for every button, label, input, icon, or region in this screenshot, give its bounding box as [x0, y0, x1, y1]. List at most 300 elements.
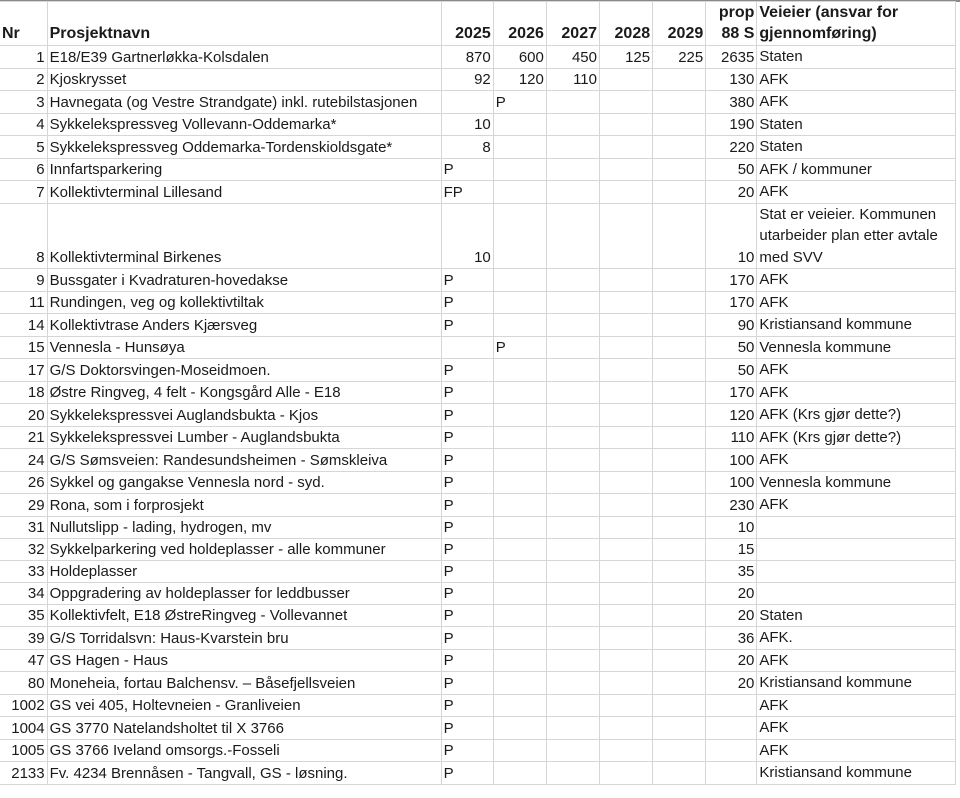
- cell-road-owner[interactable]: Kristiansand kommune: [757, 672, 956, 695]
- cell-road-owner[interactable]: Vennesla kommune: [757, 471, 956, 494]
- cell-2025[interactable]: P: [441, 582, 493, 604]
- cell-2029[interactable]: [653, 68, 706, 91]
- cell-2027[interactable]: [546, 136, 599, 159]
- cell-2029[interactable]: [653, 694, 706, 717]
- cell-2025[interactable]: 8: [441, 136, 493, 159]
- cell-2028[interactable]: [600, 762, 653, 785]
- cell-2027[interactable]: [546, 91, 599, 114]
- cell-2028[interactable]: [600, 538, 653, 560]
- cell-2029[interactable]: [653, 404, 706, 427]
- cell-2027[interactable]: [546, 314, 599, 337]
- header-project-name[interactable]: Prosjektnavn: [47, 2, 441, 46]
- cell-2025[interactable]: P: [441, 359, 493, 382]
- cell-2029[interactable]: [653, 113, 706, 136]
- cell-project-name[interactable]: Havnegata (og Vestre Strandgate) inkl. rutebilstasjonen: [47, 91, 441, 114]
- cell-prop-88s[interactable]: 170: [706, 269, 757, 292]
- cell-prop-88s[interactable]: 120: [706, 404, 757, 427]
- cell-project-name[interactable]: Kollektivterminal Lillesand: [47, 181, 441, 204]
- cell-2025[interactable]: 10: [441, 113, 493, 136]
- cell-2026[interactable]: [493, 291, 546, 314]
- cell-2026[interactable]: [493, 158, 546, 181]
- cell-prop-88s[interactable]: 190: [706, 113, 757, 136]
- cell-2027[interactable]: [546, 739, 599, 762]
- cell-2027[interactable]: [546, 336, 599, 359]
- cell-project-name[interactable]: Sykkelekspressveg Oddemarka-Tordenskioldsgate*: [47, 136, 441, 159]
- cell-road-owner[interactable]: AFK: [757, 649, 956, 672]
- cell-2028[interactable]: [600, 68, 653, 91]
- cell-2029[interactable]: [653, 449, 706, 472]
- cell-2025[interactable]: P: [441, 269, 493, 292]
- header-2025[interactable]: 2025: [441, 2, 493, 46]
- cell-2025[interactable]: P: [441, 604, 493, 627]
- cell-nr[interactable]: 4: [0, 113, 47, 136]
- cell-2026[interactable]: [493, 136, 546, 159]
- cell-2027[interactable]: [546, 291, 599, 314]
- cell-nr[interactable]: 2133: [0, 762, 47, 785]
- cell-project-name[interactable]: GS 3770 Natelandsholtet til X 3766: [47, 717, 441, 740]
- cell-prop-88s[interactable]: 20: [706, 672, 757, 695]
- cell-road-owner[interactable]: Staten: [757, 136, 956, 159]
- cell-prop-88s[interactable]: 10: [706, 516, 757, 538]
- cell-project-name[interactable]: E18/E39 Gartnerløkka-Kolsdalen: [47, 46, 441, 69]
- cell-road-owner[interactable]: AFK: [757, 359, 956, 382]
- cell-2026[interactable]: P: [493, 91, 546, 114]
- cell-2025[interactable]: P: [441, 381, 493, 404]
- cell-2026[interactable]: [493, 717, 546, 740]
- cell-2028[interactable]: [600, 627, 653, 650]
- cell-nr[interactable]: 34: [0, 582, 47, 604]
- cell-2029[interactable]: [653, 538, 706, 560]
- cell-nr[interactable]: 2: [0, 68, 47, 91]
- cell-2027[interactable]: [546, 494, 599, 517]
- cell-2026[interactable]: [493, 314, 546, 337]
- cell-2025[interactable]: P: [441, 449, 493, 472]
- cell-road-owner[interactable]: AFK: [757, 291, 956, 314]
- cell-prop-88s[interactable]: [706, 739, 757, 762]
- cell-prop-88s[interactable]: 130: [706, 68, 757, 91]
- table-row: [0, 694, 956, 717]
- cell-2025[interactable]: P: [441, 158, 493, 181]
- cell-project-name[interactable]: Vennesla - Hunsøya: [47, 336, 441, 359]
- table-row: [0, 627, 956, 650]
- cell-nr[interactable]: 33: [0, 560, 47, 582]
- cell-2027[interactable]: [546, 158, 599, 181]
- table-row: [0, 604, 956, 627]
- cell-2028[interactable]: [600, 560, 653, 582]
- cell-prop-88s[interactable]: 35: [706, 560, 757, 582]
- cell-2028[interactable]: [600, 314, 653, 337]
- cell-2028[interactable]: [600, 717, 653, 740]
- cell-road-owner[interactable]: AFK: [757, 181, 956, 204]
- cell-2028[interactable]: [600, 359, 653, 382]
- cell-road-owner[interactable]: AFK: [757, 91, 956, 114]
- cell-2025[interactable]: P: [441, 516, 493, 538]
- table-row: [0, 158, 956, 181]
- cell-nr[interactable]: 80: [0, 672, 47, 695]
- cell-prop-88s[interactable]: 20: [706, 604, 757, 627]
- cell-2026[interactable]: 120: [493, 68, 546, 91]
- cell-nr[interactable]: 3: [0, 91, 47, 114]
- cell-prop-88s[interactable]: [706, 762, 757, 785]
- cell-2027[interactable]: [546, 471, 599, 494]
- table-row: [0, 203, 956, 269]
- cell-road-owner[interactable]: AFK: [757, 68, 956, 91]
- cell-prop-88s[interactable]: 20: [706, 181, 757, 204]
- cell-2027[interactable]: [546, 582, 599, 604]
- cell-nr[interactable]: 31: [0, 516, 47, 538]
- cell-2028[interactable]: [600, 604, 653, 627]
- cell-2025[interactable]: P: [441, 717, 493, 740]
- cell-road-owner[interactable]: Kristiansand kommune: [757, 314, 956, 337]
- cell-2028[interactable]: [600, 269, 653, 292]
- cell-nr[interactable]: 26: [0, 471, 47, 494]
- cell-2025[interactable]: FP: [441, 181, 493, 204]
- cell-road-owner[interactable]: AFK: [757, 717, 956, 740]
- cell-project-name[interactable]: Kollektivtrase Anders Kjærsveg: [47, 314, 441, 337]
- cell-2025[interactable]: P: [441, 404, 493, 427]
- table-row: [0, 359, 956, 382]
- cell-2029[interactable]: [653, 314, 706, 337]
- cell-nr[interactable]: 35: [0, 604, 47, 627]
- cell-nr[interactable]: 21: [0, 426, 47, 449]
- cell-2029[interactable]: [653, 516, 706, 538]
- cell-2025[interactable]: 10: [441, 203, 493, 269]
- cell-2025[interactable]: P: [441, 649, 493, 672]
- cell-2026[interactable]: [493, 582, 546, 604]
- cell-2028[interactable]: 125: [600, 46, 653, 69]
- cell-2025[interactable]: P: [441, 494, 493, 517]
- cell-2029[interactable]: [653, 582, 706, 604]
- cell-2027[interactable]: [546, 672, 599, 695]
- header-nr[interactable]: Nr: [0, 2, 47, 46]
- cell-road-owner[interactable]: AFK: [757, 269, 956, 292]
- cell-road-owner[interactable]: AFK: [757, 739, 956, 762]
- cell-project-name[interactable]: G/S Sømsveien: Randesundsheimen - Sømskleiva: [47, 449, 441, 472]
- cell-2029[interactable]: [653, 560, 706, 582]
- cell-project-name[interactable]: GS 3766 Iveland omsorgs.-Fosseli: [47, 739, 441, 762]
- cell-2029[interactable]: [653, 158, 706, 181]
- cell-2027[interactable]: [546, 604, 599, 627]
- cell-nr[interactable]: 32: [0, 538, 47, 560]
- cell-2025[interactable]: P: [441, 314, 493, 337]
- cell-2025[interactable]: 92: [441, 68, 493, 91]
- cell-2026[interactable]: [493, 113, 546, 136]
- cell-nr[interactable]: 17: [0, 359, 47, 382]
- cell-prop-88s[interactable]: 110: [706, 426, 757, 449]
- cell-2028[interactable]: [600, 291, 653, 314]
- cell-prop-88s[interactable]: 100: [706, 471, 757, 494]
- cell-project-name[interactable]: GS vei 405, Holtevneien - Granliveien: [47, 694, 441, 717]
- cell-road-owner[interactable]: AFK: [757, 449, 956, 472]
- cell-2026[interactable]: [493, 627, 546, 650]
- header-2026[interactable]: 2026: [493, 2, 546, 46]
- cell-2028[interactable]: [600, 336, 653, 359]
- cell-2026[interactable]: [493, 762, 546, 785]
- cell-2027[interactable]: [546, 113, 599, 136]
- cell-2029[interactable]: [653, 739, 706, 762]
- table-row: [0, 136, 956, 159]
- cell-2028[interactable]: [600, 649, 653, 672]
- cell-nr[interactable]: 14: [0, 314, 47, 337]
- cell-2027[interactable]: [546, 649, 599, 672]
- cell-prop-88s[interactable]: 50: [706, 336, 757, 359]
- cell-road-owner[interactable]: AFK: [757, 381, 956, 404]
- cell-road-owner[interactable]: AFK: [757, 494, 956, 517]
- cell-2028[interactable]: [600, 739, 653, 762]
- cell-project-name[interactable]: Fv. 4234 Brennåsen - Tangvall, GS - løsning.: [47, 762, 441, 785]
- cell-2029[interactable]: [653, 336, 706, 359]
- cell-2025[interactable]: 870: [441, 46, 493, 69]
- cell-prop-88s[interactable]: 220: [706, 136, 757, 159]
- cell-2029[interactable]: [653, 672, 706, 695]
- cell-nr[interactable]: 47: [0, 649, 47, 672]
- header-2027[interactable]: 2027: [546, 2, 599, 46]
- cell-prop-88s[interactable]: 170: [706, 291, 757, 314]
- cell-project-name[interactable]: G/S Doktorsvingen-Moseidmoen.: [47, 359, 441, 382]
- cell-project-name[interactable]: Sykkel og gangakse Vennesla nord - syd.: [47, 471, 441, 494]
- cell-project-name[interactable]: Moneheia, fortau Balchensv. – Båsefjellsveien: [47, 672, 441, 695]
- cell-2026[interactable]: [493, 269, 546, 292]
- cell-project-name[interactable]: GS Hagen - Haus: [47, 649, 441, 672]
- cell-2027[interactable]: [546, 538, 599, 560]
- table-row: [0, 91, 956, 114]
- cell-project-name[interactable]: Bussgater i Kvadraturen-hovedakse: [47, 269, 441, 292]
- cell-2027[interactable]: [546, 181, 599, 204]
- cell-2028[interactable]: [600, 158, 653, 181]
- cell-road-owner[interactable]: AFK (Krs gjør dette?): [757, 404, 956, 427]
- cell-2026[interactable]: [493, 649, 546, 672]
- cell-2029[interactable]: [653, 136, 706, 159]
- cell-2028[interactable]: [600, 672, 653, 695]
- cell-project-name[interactable]: Sykkelekspressvei Lumber - Auglandsbukta: [47, 426, 441, 449]
- cell-2028[interactable]: [600, 181, 653, 204]
- cell-2028[interactable]: [600, 91, 653, 114]
- cell-2029[interactable]: [653, 91, 706, 114]
- cell-2026[interactable]: [493, 359, 546, 382]
- cell-nr[interactable]: 1: [0, 46, 47, 69]
- cell-project-name[interactable]: Innfartsparkering: [47, 158, 441, 181]
- cell-2029[interactable]: [653, 649, 706, 672]
- header-road-owner[interactable]: Veieier (ansvar for gjennomføring): [757, 2, 956, 46]
- cell-2029[interactable]: [653, 494, 706, 517]
- cell-project-name[interactable]: Kjoskrysset: [47, 68, 441, 91]
- cell-2028[interactable]: [600, 113, 653, 136]
- cell-2026[interactable]: [493, 604, 546, 627]
- cell-2026[interactable]: [493, 516, 546, 538]
- cell-road-owner[interactable]: Kristiansand kommune: [757, 762, 956, 785]
- cell-2028[interactable]: [600, 381, 653, 404]
- cell-2028[interactable]: [600, 136, 653, 159]
- cell-prop-88s[interactable]: 20: [706, 649, 757, 672]
- cell-road-owner[interactable]: Vennesla kommune: [757, 336, 956, 359]
- cell-prop-88s[interactable]: 90: [706, 314, 757, 337]
- cell-project-name[interactable]: Sykkelekspressvei Auglandsbukta - Kjos: [47, 404, 441, 427]
- cell-nr[interactable]: 1004: [0, 717, 47, 740]
- cell-prop-88s[interactable]: 10: [706, 203, 757, 269]
- cell-road-owner[interactable]: [757, 516, 956, 538]
- cell-project-name[interactable]: Sykkelparkering ved holdeplasser - alle kommuner: [47, 538, 441, 560]
- cell-project-name[interactable]: Sykkelekspressveg Vollevann-Oddemarka*: [47, 113, 441, 136]
- cell-project-name[interactable]: Oppgradering av holdeplasser for leddbusser: [47, 582, 441, 604]
- cell-2026[interactable]: [493, 494, 546, 517]
- cell-road-owner[interactable]: AFK: [757, 694, 956, 717]
- cell-2026[interactable]: [493, 404, 546, 427]
- cell-2028[interactable]: [600, 404, 653, 427]
- cell-2029[interactable]: [653, 762, 706, 785]
- cell-2028[interactable]: [600, 516, 653, 538]
- cell-nr[interactable]: 1002: [0, 694, 47, 717]
- cell-2028[interactable]: [600, 426, 653, 449]
- cell-project-name[interactable]: Østre Ringveg, 4 felt - Kongsgård Alle - E18: [47, 381, 441, 404]
- cell-road-owner[interactable]: Staten: [757, 604, 956, 627]
- cell-2029[interactable]: [653, 203, 706, 269]
- cell-prop-88s[interactable]: [706, 717, 757, 740]
- cell-road-owner[interactable]: [757, 560, 956, 582]
- cell-2027[interactable]: [546, 203, 599, 269]
- cell-2025[interactable]: P: [441, 426, 493, 449]
- cell-2025[interactable]: P: [441, 471, 493, 494]
- cell-nr[interactable]: 11: [0, 291, 47, 314]
- cell-2026[interactable]: P: [493, 336, 546, 359]
- cell-2028[interactable]: [600, 694, 653, 717]
- cell-2027[interactable]: [546, 404, 599, 427]
- cell-2029[interactable]: [653, 381, 706, 404]
- cell-2029[interactable]: [653, 471, 706, 494]
- cell-road-owner[interactable]: [757, 538, 956, 560]
- cell-project-name[interactable]: Rundingen, veg og kollektivtiltak: [47, 291, 441, 314]
- table-row: [0, 582, 956, 604]
- cell-2026[interactable]: [493, 471, 546, 494]
- cell-2025[interactable]: P: [441, 560, 493, 582]
- cell-2028[interactable]: [600, 582, 653, 604]
- cell-2025[interactable]: [441, 336, 493, 359]
- cell-2029[interactable]: [653, 269, 706, 292]
- header-2028[interactable]: 2028: [600, 2, 653, 46]
- cell-nr[interactable]: 39: [0, 627, 47, 650]
- cell-nr[interactable]: 5: [0, 136, 47, 159]
- cell-2025[interactable]: P: [441, 538, 493, 560]
- cell-2029[interactable]: [653, 291, 706, 314]
- table-row: [0, 68, 956, 91]
- cell-2027[interactable]: 110: [546, 68, 599, 91]
- cell-2029[interactable]: 225: [653, 46, 706, 69]
- cell-2027[interactable]: [546, 560, 599, 582]
- cell-project-name[interactable]: Holdeplasser: [47, 560, 441, 582]
- cell-prop-88s[interactable]: 15: [706, 538, 757, 560]
- cell-2028[interactable]: [600, 494, 653, 517]
- cell-2029[interactable]: [653, 604, 706, 627]
- cell-project-name[interactable]: Nullutslipp - lading, hydrogen, mv: [47, 516, 441, 538]
- cell-2027[interactable]: [546, 516, 599, 538]
- cell-2025[interactable]: P: [441, 739, 493, 762]
- cell-prop-88s[interactable]: 100: [706, 449, 757, 472]
- cell-prop-88s[interactable]: 50: [706, 158, 757, 181]
- cell-2029[interactable]: [653, 717, 706, 740]
- cell-2025[interactable]: [441, 91, 493, 114]
- cell-prop-88s[interactable]: 36: [706, 627, 757, 650]
- cell-project-name[interactable]: Kollektivfelt, E18 ØstreRingveg - Vollevannet: [47, 604, 441, 627]
- cell-2027[interactable]: [546, 762, 599, 785]
- cell-2026[interactable]: [493, 181, 546, 204]
- cell-2029[interactable]: [653, 181, 706, 204]
- cell-2027[interactable]: [546, 381, 599, 404]
- cell-2026[interactable]: [493, 426, 546, 449]
- cell-2027[interactable]: [546, 449, 599, 472]
- cell-2026[interactable]: [493, 538, 546, 560]
- cell-road-owner[interactable]: AFK.: [757, 627, 956, 650]
- cell-2027[interactable]: [546, 426, 599, 449]
- cell-road-owner[interactable]: AFK (Krs gjør dette?): [757, 426, 956, 449]
- cell-2025[interactable]: P: [441, 762, 493, 785]
- cell-prop-88s[interactable]: 380: [706, 91, 757, 114]
- table-row: [0, 426, 956, 449]
- cell-2026[interactable]: [493, 739, 546, 762]
- cell-nr[interactable]: 8: [0, 203, 47, 269]
- cell-2025[interactable]: P: [441, 291, 493, 314]
- cell-2027[interactable]: [546, 694, 599, 717]
- cell-2028[interactable]: [600, 471, 653, 494]
- cell-2028[interactable]: [600, 449, 653, 472]
- cell-prop-88s[interactable]: 230: [706, 494, 757, 517]
- cell-nr[interactable]: 1005: [0, 739, 47, 762]
- cell-prop-88s[interactable]: 50: [706, 359, 757, 382]
- cell-nr[interactable]: 20: [0, 404, 47, 427]
- cell-2027[interactable]: [546, 359, 599, 382]
- cell-nr[interactable]: 29: [0, 494, 47, 517]
- cell-road-owner[interactable]: AFK / kommuner: [757, 158, 956, 181]
- cell-road-owner[interactable]: Staten: [757, 46, 956, 69]
- cell-nr[interactable]: 24: [0, 449, 47, 472]
- table-body: [0, 46, 956, 785]
- cell-prop-88s[interactable]: [706, 694, 757, 717]
- header-prop-88s[interactable]: prop 88 S: [706, 2, 757, 46]
- cell-nr[interactable]: 7: [0, 181, 47, 204]
- cell-2029[interactable]: [653, 627, 706, 650]
- cell-2026[interactable]: [493, 560, 546, 582]
- cell-prop-88s[interactable]: 2635: [706, 46, 757, 69]
- cell-2027[interactable]: [546, 627, 599, 650]
- cell-2025[interactable]: P: [441, 672, 493, 695]
- cell-2027[interactable]: [546, 717, 599, 740]
- cell-nr[interactable]: 6: [0, 158, 47, 181]
- cell-2026[interactable]: [493, 694, 546, 717]
- cell-2025[interactable]: P: [441, 627, 493, 650]
- cell-2026[interactable]: 600: [493, 46, 546, 69]
- cell-2025[interactable]: P: [441, 694, 493, 717]
- cell-road-owner[interactable]: Staten: [757, 113, 956, 136]
- cell-2026[interactable]: [493, 381, 546, 404]
- cell-2028[interactable]: [600, 203, 653, 269]
- header-2029[interactable]: 2029: [653, 2, 706, 46]
- cell-2029[interactable]: [653, 426, 706, 449]
- cell-road-owner[interactable]: Stat er veieier. Kommunen utarbeider plan etter avtale med SVV: [757, 203, 956, 269]
- cell-prop-88s[interactable]: 170: [706, 381, 757, 404]
- cell-road-owner[interactable]: [757, 582, 956, 604]
- cell-2026[interactable]: [493, 203, 546, 269]
- cell-2026[interactable]: [493, 449, 546, 472]
- cell-nr[interactable]: 15: [0, 336, 47, 359]
- cell-nr[interactable]: 9: [0, 269, 47, 292]
- cell-project-name[interactable]: Kollektivterminal Birkenes: [47, 203, 441, 269]
- cell-2027[interactable]: 450: [546, 46, 599, 69]
- cell-2029[interactable]: [653, 359, 706, 382]
- cell-project-name[interactable]: G/S Torridalsvn: Haus-Kvarstein bru: [47, 627, 441, 650]
- cell-nr[interactable]: 18: [0, 381, 47, 404]
- cell-2026[interactable]: [493, 672, 546, 695]
- cell-project-name[interactable]: Rona, som i forprosjekt: [47, 494, 441, 517]
- cell-2027[interactable]: [546, 269, 599, 292]
- cell-prop-88s[interactable]: 20: [706, 582, 757, 604]
